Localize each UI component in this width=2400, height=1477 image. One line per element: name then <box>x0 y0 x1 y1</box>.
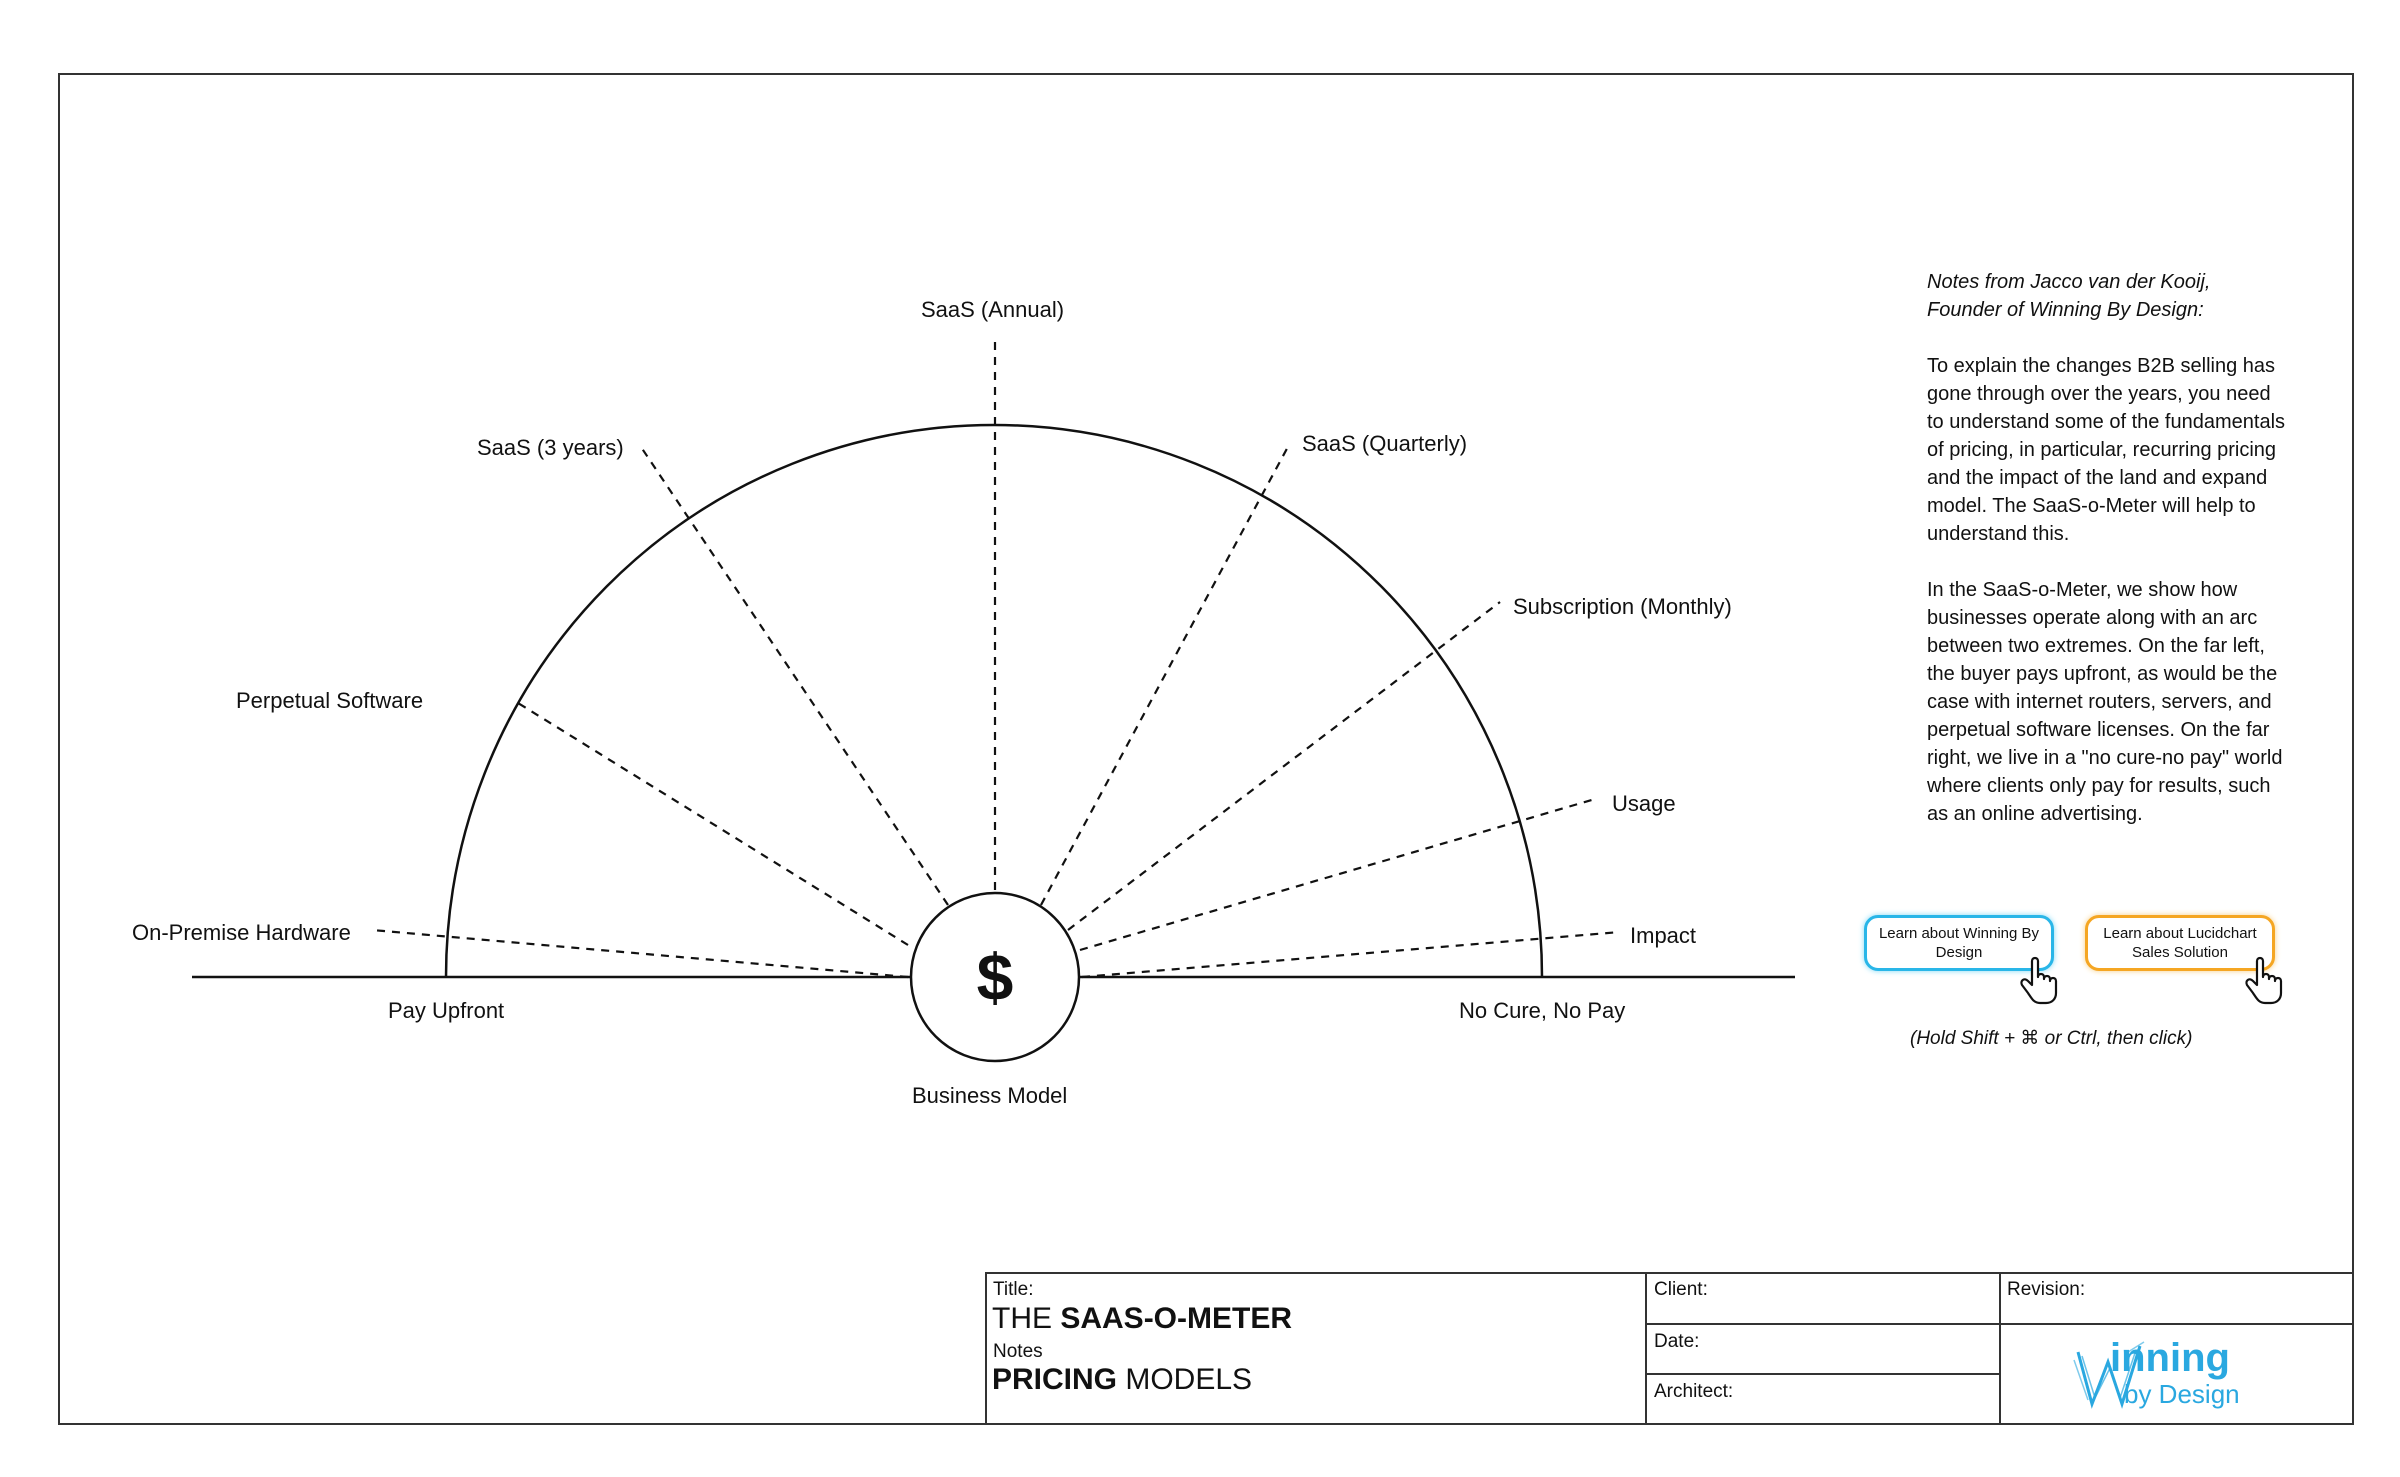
spoke-perpetual-software <box>518 703 908 945</box>
notes-header-line1: Notes from Jacco van der Kooij, <box>1927 271 2211 293</box>
notes-panel <box>1927 268 2287 856</box>
spoke-impact <box>1082 932 1620 977</box>
label-impact: Impact <box>1630 923 1697 948</box>
label-on-premise-hardware: On-Premise Hardware <box>132 920 351 945</box>
diagram-title <box>992 1302 1292 1336</box>
label-usage: Usage <box>1612 791 1676 816</box>
notes-title <box>992 1363 1252 1397</box>
winning-button-label: Learn about Winning By Design <box>1878 925 2040 961</box>
spoke-on-premise-hardware <box>372 930 908 977</box>
lucidchart-button-label: Learn about Lucidchart Sales Solution <box>2103 925 2257 961</box>
date-label: Date: <box>1654 1331 1700 1352</box>
label-saas-3-years: SaaS (3 years) <box>477 435 624 460</box>
client-label: Client: <box>1654 1279 1708 1300</box>
notes-paragraph-2: In the SaaS-o-Meter, we show how businesses operate along with an arc between two extremes. On the far left, the buyer pays upfront, as would be the case with internet routers, servers, and perpetual software licenses. On the far right, we live in a "no cure-no pay" world where clients only pay for results, such as an online advertising. <box>1927 579 2283 825</box>
logo-word-by-design: by Design <box>2124 1379 2240 1409</box>
dollar-icon: $ <box>976 940 1014 1014</box>
label-perpetual-software: Perpetual Software <box>236 688 424 713</box>
notes-suffix: MODELS <box>1117 1363 1253 1396</box>
spoke-usage <box>1080 799 1595 950</box>
notes-header-line2: Founder of Winning By Design: <box>1927 299 2204 321</box>
notes-bold: PRICING <box>992 1363 1118 1396</box>
label-saas-annual: SaaS (Annual) <box>921 297 1065 322</box>
revision-label: Revision: <box>2007 1279 2086 1300</box>
notes-paragraph-1: To explain the changes B2B selling has gone through over the years, you need to understand some of the fundamentals of pricing, in particular, recurring pricing and the impact of the land and expand model. The SaaS-o-Meter will help to understand this. <box>1927 355 2286 545</box>
label-saas-quarterly: SaaS (Quarterly) <box>1302 431 1468 456</box>
spoke-saas-3-years <box>641 447 948 905</box>
pointer-hand-icon <box>2243 955 2295 1007</box>
title-prefix: THE <box>992 1302 1061 1335</box>
logo-word-winning: inning <box>2110 1336 2230 1380</box>
pointer-hand-icon <box>2018 955 2070 1007</box>
label-no-cure-no-pay: No Cure, No Pay <box>1459 998 1626 1023</box>
label-subscription-monthly: Subscription (Monthly) <box>1513 594 1732 619</box>
notes-label: Notes <box>993 1341 1043 1362</box>
architect-label: Architect: <box>1654 1381 1734 1402</box>
title-label: Title: <box>993 1279 1034 1300</box>
label-business-model: Business Model <box>912 1083 1068 1108</box>
shortcut-hint: (Hold Shift + ⌘ or Ctrl, then click) <box>1910 1028 2193 1049</box>
spoke-saas-quarterly <box>1041 443 1290 905</box>
label-pay-upfront: Pay Upfront <box>388 998 505 1023</box>
title-bold: SAAS-O-METER <box>1060 1302 1293 1335</box>
